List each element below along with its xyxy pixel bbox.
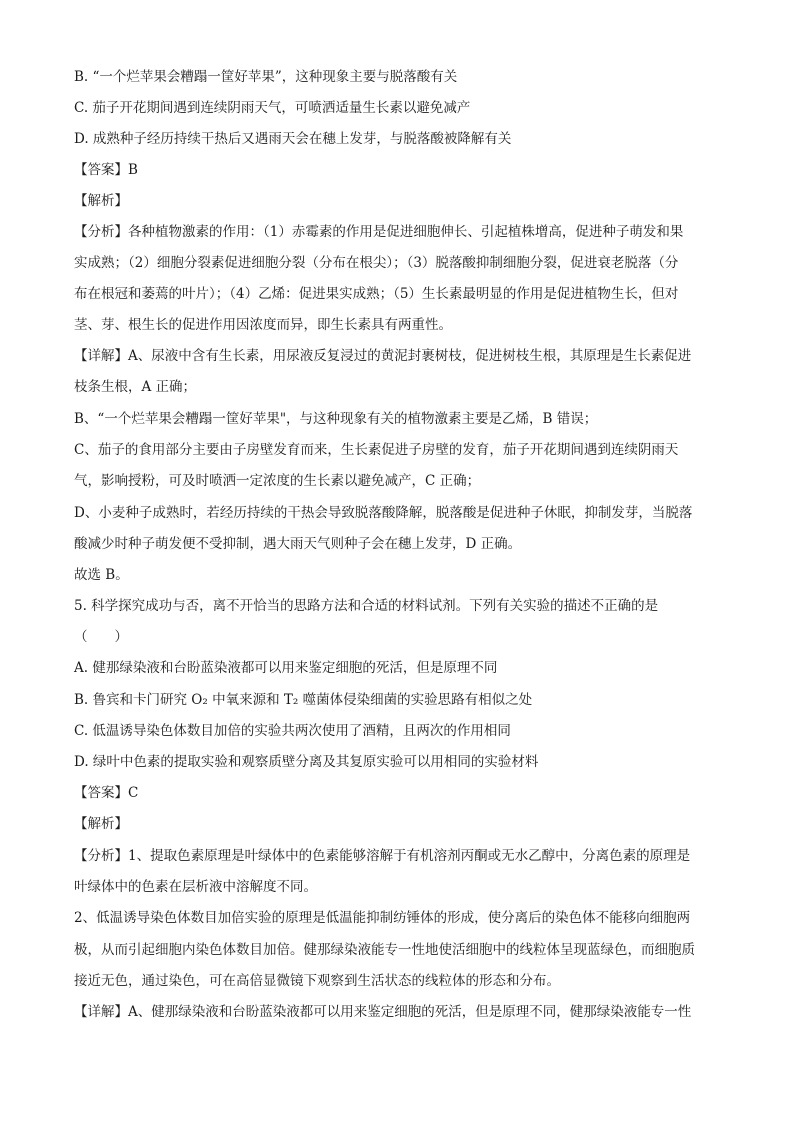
analysis-label: 【解析】: [74, 816, 128, 832]
explanation-text-line: B、“一个烂苹果会糟蹋一筐好苹果"，与这种现象有关的植物激素主要是乙烯，B 错误；: [74, 411, 598, 427]
option-d-line: D. 绿叶中色素的提取实验和观察质壁分离及其复原实验可以用相同的实验材料: [74, 754, 539, 770]
answer-label: 【答案】B: [74, 162, 138, 178]
answer-label: 【答案】C: [74, 785, 139, 801]
analysis-text-line: 极，从而引起细胞内染色体数目加倍。健那绿染液能专一性地使活细胞中的线粒体呈现蓝绿色，而细胞质: [74, 942, 695, 958]
analysis-text-line: 实成熟；（2）细胞分裂素促进细胞分裂（分布在根尖）；（3）脱落酸抑制细胞分裂，促进衰老脱落（分: [74, 255, 679, 271]
analysis-text-line: 【分析】1、提取色素原理是叶绿体中的色素能够溶解于有机溶剂丙酮或无水乙醇中，分离色素的原理是: [74, 848, 691, 864]
option-b-line: B. “一个烂苹果会糟蹋一筐好苹果”，这种现象主要与脱落酸有关: [74, 69, 458, 85]
explanation-text-line: D、小麦种子成熟时，若经历持续的干热会导致脱落酸降解，脱落酸是促进种子休眠，抑制发芽，当脱落: [74, 505, 693, 521]
analysis-text-line: 接近无色，通过染色，可在高倍显微镜下观察到生活状态的线粒体的形态和分布。: [74, 973, 560, 989]
option-c-line: C. 低温诱导染色体数目加倍的实验共两次使用了酒精，且两次的作用相同: [74, 723, 511, 739]
explanation-text-line: C、茄子的食用部分主要由子房壁发育而来，生长素促进子房壁的发育，茄子开花期间遇到连续阴雨天: [74, 442, 679, 458]
option-a-line: A. 健那绿染液和台盼蓝染液都可以用来鉴定细胞的死活，但是原理不同: [74, 660, 498, 676]
explanation-text-line: 气，影响授粉，可及时喷洒一定浓度的生长素以避免减产，C 正确；: [74, 473, 481, 489]
question-5-blank: （ ）: [74, 629, 128, 645]
analysis-text-line: 2、低温诱导染色体数目加倍实验的原理是低温能抑制纺锤体的形成，使分离后的染色体不能移向细胞两: [74, 910, 691, 926]
explanation-text-line: 【详解】A、健那绿染液和台盼蓝染液都可以用来鉴定细胞的死活，但是原理不同，健那绿染液能专一性: [74, 1004, 692, 1020]
analysis-text-line: 【分析】各种植物激素的作用：（1）赤霉素的作用是促进细胞伸长、引起植株增高，促进种子萌发和果: [74, 224, 684, 240]
analysis-text-line: 茎、芽、根生长的促进作用因浓度而异，即生长素具有两重性。: [74, 317, 452, 333]
option-c-line: C. 茄子开花期间遇到连续阴雨天气，可喷洒适量生长素以避免减产: [74, 100, 471, 116]
analysis-text-line: 叶绿体中的色素在层析液中溶解度不同。: [74, 879, 317, 895]
explanation-text-line: 【详解】A、尿液中含有生长素，用尿液反复浸过的黄泥封裹树枝，促进树枝生根，其原理是生长素促进: [74, 348, 692, 364]
conclusion-line: 故选 B。: [74, 567, 129, 583]
explanation-text-line: 酸减少时种子萌发便不受抑制，遇大雨天气则种子会在穗上发芽，D 正确。: [74, 536, 522, 552]
option-b-line: B. 鲁宾和卡门研究 O₂ 中氧来源和 T₂ 噬菌体侵染细菌的实验思路有相似之处: [74, 692, 533, 708]
question-5-stem: 5. 科学探究成功与否，离不开恰当的思路方法和合适的材料试剂。下列有关实验的描述不正确的是: [74, 598, 659, 614]
analysis-label: 【解析】: [74, 193, 128, 209]
option-d-line: D. 成熟种子经历持续干热后又遇雨天会在穗上发芽，与脱落酸被降解有关: [74, 131, 512, 147]
explanation-text-line: 枝条生根，A 正确；: [74, 379, 197, 395]
analysis-text-line: 布在根冠和萎蔫的叶片）；（4）乙烯：促进果实成熟；（5）生长素最明显的作用是促进植物生长，但对: [74, 286, 679, 302]
